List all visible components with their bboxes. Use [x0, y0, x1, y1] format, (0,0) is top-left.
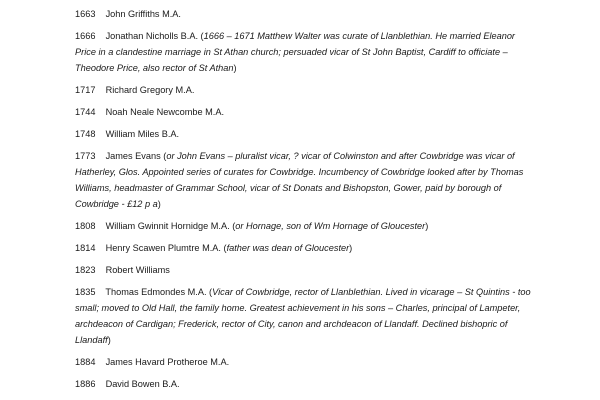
entry-note: father was dean of Gloucester: [226, 243, 350, 253]
entry-year: 1814: [75, 243, 96, 253]
entry-year: 1773: [75, 151, 96, 161]
entry-year: 1823: [75, 265, 96, 275]
entry-name: David Bowen B.A.: [105, 379, 180, 389]
entry-name: John Griffiths M.A.: [105, 9, 181, 19]
entry-name: Jonathan Nicholls B.A.: [105, 31, 198, 41]
list-item: [75, 6, 535, 22]
entry-name: Richard Gregory M.A.: [105, 85, 195, 95]
entry-note-open: (: [198, 31, 204, 41]
entry-name: Noah Neale Newcombe M.A.: [105, 107, 225, 117]
list-item: [75, 354, 535, 370]
entry-note-open: (: [206, 287, 213, 297]
list-item: [75, 284, 535, 348]
entry-note: or Hornage, son of Wm Hornage of Gloucester: [235, 221, 426, 231]
entry-note-close: ): [425, 221, 429, 231]
entry-year: 1717: [75, 85, 96, 95]
entry-note-close: ): [157, 199, 161, 209]
entry-year: 1666: [75, 31, 96, 41]
entry-name: Robert Williams: [105, 265, 170, 275]
list-item: [75, 148, 535, 212]
entry-note-close: ): [233, 63, 237, 73]
entry-year: 1808: [75, 221, 96, 231]
entry-name: William Miles B.A.: [105, 129, 180, 139]
vicar-list: [75, 6, 535, 398]
entry-year: 1886: [75, 379, 96, 389]
entry-note-open: (: [160, 151, 167, 161]
list-item: [75, 376, 535, 392]
entry-note: or John Evans – pluralist vicar, ? vicar of Colwinston and after Cowbridge was vicar of Hatherley, Glos. Appointed series of curates for Cowbridge. Incumbency of Cowbridge looked after by Thomas Williams, headmaster of Grammar School, vicar of St Donats and Bishopston, Gower, paid by borough of Cowbridge - £12 p a: [75, 151, 524, 209]
entry-year: 1748: [75, 129, 96, 139]
list-item: [75, 28, 535, 76]
entry-name: Thomas Edmondes M.A.: [105, 287, 207, 297]
entry-name: James Havard Protheroe M.A.: [105, 357, 230, 367]
entry-note-open: (: [229, 221, 236, 231]
entry-note-close: ): [349, 243, 353, 253]
entry-note-open: (: [220, 243, 227, 253]
list-item: [75, 82, 535, 98]
list-item: [75, 262, 535, 278]
entry-name: William Gwinnit Hornidge M.A.: [105, 221, 230, 231]
list-item: [75, 240, 535, 256]
entry-note-close: ): [107, 335, 111, 345]
entry-year: 1663: [75, 9, 96, 19]
list-item: [75, 126, 535, 142]
entry-year: 1744: [75, 107, 96, 117]
entry-year: 1884: [75, 357, 96, 367]
entry-note: 1666 – 1671 Matthew Walter was curate of Llanblethian. He married Eleanor Price in a clandestine marriage in St Athan church; persuaded vicar of St John Baptist, Cardiff to officiate – Theodore Price, also rector of St Athan: [75, 31, 515, 73]
entry-year: 1835: [75, 287, 96, 297]
list-item: [75, 104, 535, 120]
entry-note: Vicar of Cowbridge, rector of Llanblethian. Lived in vicarage – St Quintins - too small; moved to Old Hall, the family home. Greatest achievement in his sons – Charles, principal of Lampeter, archdeacon of Cardigan; Frederick, rector of City, canon and archdeacon of Llandaff. Declined bishopric of Llandaff: [75, 287, 531, 345]
entry-name: James Evans: [105, 151, 161, 161]
entry-name: Henry Scawen Plumtre M.A.: [105, 243, 221, 253]
list-item: [75, 218, 535, 234]
